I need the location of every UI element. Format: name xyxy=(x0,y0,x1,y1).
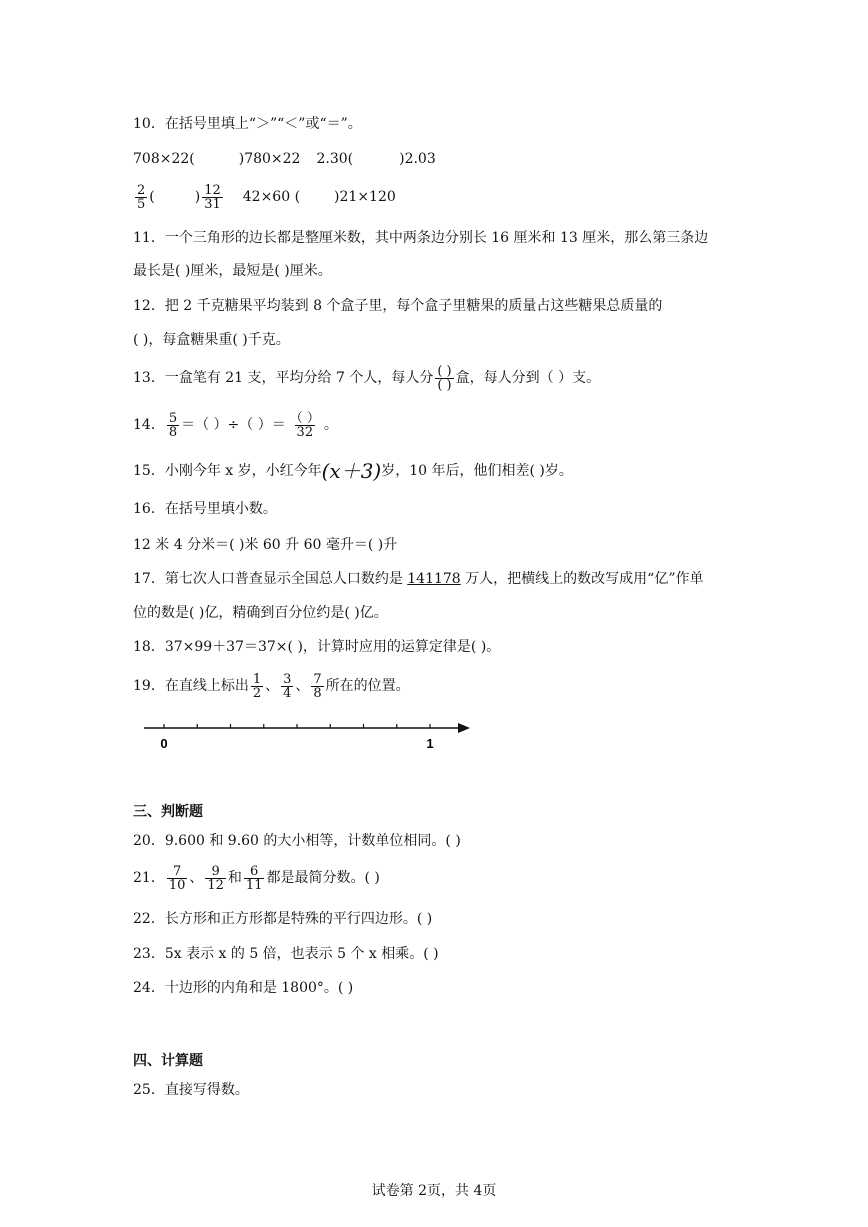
q21-sep2: 和 xyxy=(227,870,242,886)
q10-row1 xyxy=(133,150,436,168)
q21-fraction-9-12: $\frac{9}{12}$ xyxy=(207,863,224,893)
q19-right: 所在的位置。 xyxy=(325,678,410,694)
q21-label: 21． xyxy=(133,870,165,886)
q10-a-left: 708×22( xyxy=(133,151,195,167)
q16-stem: 16．在括号里填小数。 xyxy=(133,501,277,517)
q19-line xyxy=(133,668,410,704)
q14-label: 14． xyxy=(133,417,165,433)
number-line xyxy=(140,718,480,758)
q25-line: 25．直接写得数。 xyxy=(133,1082,249,1098)
q14-mid: ＝（ ）÷（ ）＝ xyxy=(181,417,286,433)
q13-left: 13．一盒笔有 21 支，平均分给 7 个人，每人分 xyxy=(133,370,434,386)
q14-end: 。 xyxy=(323,417,338,433)
q10-stem: 10．在括号里填上“＞”“＜”或“＝”。 xyxy=(133,116,362,132)
q10-fraction-2: $\frac{12}{31}$ xyxy=(204,182,221,212)
tick-label-1: 1 xyxy=(426,736,434,751)
q21-fraction-6-11: $\frac{6}{11}$ xyxy=(245,863,263,893)
q10-b-right: )2.03 xyxy=(399,151,436,167)
q21-fraction-7-10: $\frac{7}{10}$ xyxy=(168,863,186,893)
q18-line: 18．37×99＋37＝37×( )，计算时应用的运算定律是( )。 xyxy=(133,639,501,655)
q10-c-right: ) xyxy=(194,189,201,205)
q10-fraction-1: $\frac{2}{5}$ xyxy=(137,182,146,212)
q19-sep2: 、 xyxy=(295,678,310,694)
q17-left: 17．第七次人口普查显示全国总人口数约是 xyxy=(133,571,408,587)
q14-line xyxy=(133,407,338,443)
q21-right: 都是最简分数。( ) xyxy=(266,870,380,886)
page-footer: 试卷第 2页，共 4页 xyxy=(371,1183,497,1199)
q15-left: 15．小刚今年 x 岁，小红今年 xyxy=(133,463,322,479)
q22-line: 22．长方形和正方形都是特殊的平行四边形。( ) xyxy=(133,911,433,927)
q10-a-right: )780×22 xyxy=(238,151,301,167)
q17-underlined-number: 141178 xyxy=(407,571,461,587)
number-line-arrow xyxy=(458,723,470,733)
q10-d-left: 42×60 ( xyxy=(242,189,301,205)
q13-blank-fraction: $\frac{( )}{( )}$ xyxy=(437,363,452,393)
q21-line xyxy=(133,860,380,896)
q15-expression: (x＋3) xyxy=(321,459,382,483)
q17-line1 xyxy=(133,570,703,588)
q15-right: 岁，10 年后，他们相差( )岁。 xyxy=(381,463,573,479)
q19-fraction-7-8: $\frac{7}{8}$ xyxy=(313,671,322,701)
q10-row2 xyxy=(133,180,396,214)
q13-right: 盒，每人分到（ ）支。 xyxy=(455,370,601,386)
q19-sep1: 、 xyxy=(265,678,280,694)
q12-line2: ( )，每盒糖果重( )千克。 xyxy=(133,332,290,348)
q20-line: 20．9.600 和 9.60 的大小相等，计数单位相同。( ) xyxy=(133,833,461,849)
tick-label-0: 0 xyxy=(160,736,168,751)
q10-d-right: )21×120 xyxy=(334,189,396,205)
q12-line1: 12．把 2 千克糖果平均装到 8 个盒子里，每个盒子里糖果的质量占这些糖果总质量的 xyxy=(133,298,663,314)
q10-c-left: ( xyxy=(149,189,155,205)
q23-line: 23．5x 表示 x 的 5 倍，也表示 5 个 x 相乘。( ) xyxy=(133,946,439,962)
q17-line2: 位的数是( )亿，精确到百分位约是( )亿。 xyxy=(133,605,388,621)
q19-fraction-1-2: $\frac{1}{2}$ xyxy=(252,671,262,701)
q15-line xyxy=(133,459,573,483)
section-4-heading: 四、计算题 xyxy=(133,1053,203,1069)
q21-sep1: 、 xyxy=(189,870,204,886)
q19-fraction-3-4: $\frac{3}{4}$ xyxy=(283,671,292,701)
q16-line2: 12 米 4 分米＝( )米 60 升 60 毫升＝( )升 xyxy=(133,537,398,553)
q24-line: 24．十边形的内角和是 1800°。( ) xyxy=(133,980,354,996)
q19-left: 19．在直线上标出 xyxy=(133,678,249,694)
q14-fraction-blank-32: $\frac{( )}{32}$ xyxy=(289,410,320,440)
q13-line xyxy=(133,361,600,395)
q14-fraction-5-8: $\frac{5}{8}$ xyxy=(168,410,178,440)
q17-right: 万人，把横线上的数改写成用“亿”作单 xyxy=(460,571,704,587)
q10-b-left: 2.30( xyxy=(316,151,354,167)
q11-line1: 11．一个三角形的边长都是整厘米数，其中两条边分别长 16 厘米和 13 厘米，那么第三条边 xyxy=(133,230,709,246)
section-3-heading: 三、判断题 xyxy=(133,804,203,820)
q11-line2: 最长是( )厘米，最短是( )厘米。 xyxy=(133,263,332,279)
